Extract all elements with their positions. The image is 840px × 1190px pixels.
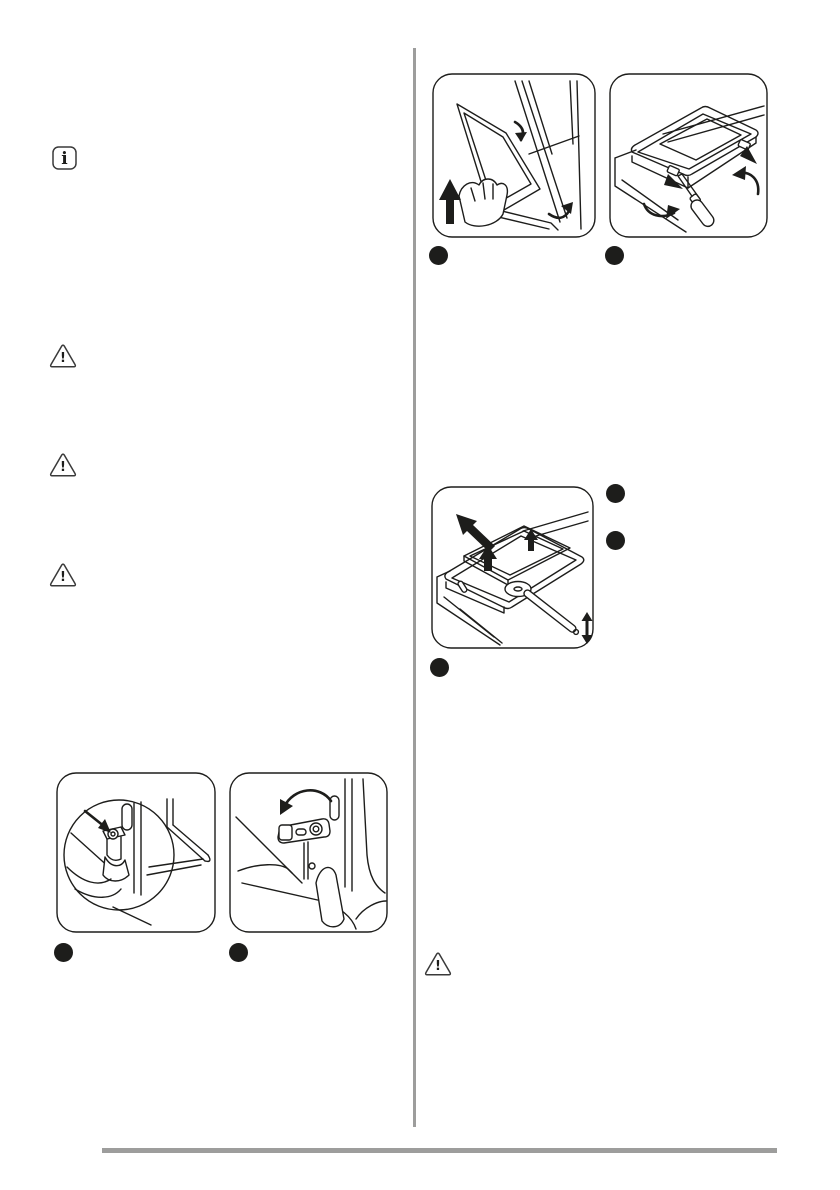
svg-text:!: !	[435, 959, 441, 975]
step-marker	[429, 246, 448, 265]
warning-icon	[424, 951, 452, 977]
figure-door-glass-lifted-by-hand	[431, 72, 597, 239]
step-marker	[430, 658, 449, 677]
warning-icon	[49, 562, 77, 588]
warning-icon	[49, 343, 77, 369]
svg-text:!: !	[60, 351, 66, 367]
svg-text:i: i	[61, 148, 68, 169]
step-marker	[606, 531, 625, 550]
svg-text:!: !	[60, 570, 66, 586]
step-marker	[54, 943, 73, 962]
step-marker	[605, 246, 624, 265]
figure-hinge-lock-closeup	[55, 771, 217, 934]
figure-door-flat-screwdriver-latches	[608, 72, 769, 239]
column-divider	[413, 48, 416, 1127]
warning-icon	[49, 452, 77, 478]
svg-text:!: !	[60, 460, 66, 476]
figure-hinge-lever-rotated	[228, 771, 389, 934]
info-icon	[52, 146, 77, 170]
footer-rule	[102, 1148, 777, 1153]
figure-inner-glass-slide-out-with-tool	[430, 485, 595, 650]
step-marker	[606, 484, 625, 503]
step-marker	[229, 943, 248, 962]
